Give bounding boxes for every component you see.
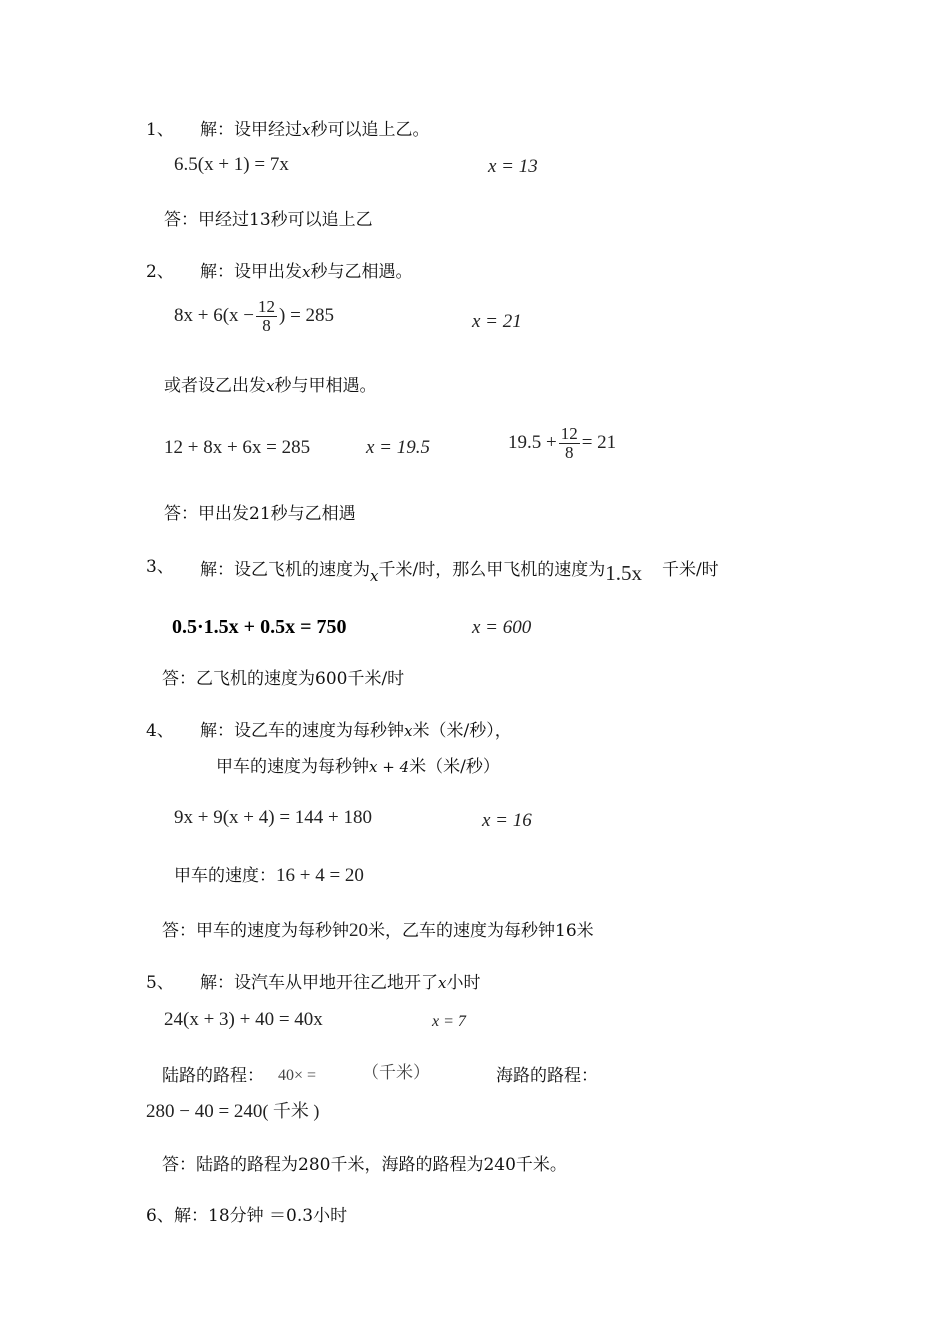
setup-text: 解：设乙飞机的速度为 [200,560,370,580]
setup-text: 解：设甲出发 [200,262,302,282]
problem-2-solution: x = 21 [472,311,522,332]
problem-5-land-expr: 40× = [278,1067,317,1084]
setup-text: 千米/时，那么甲飞机的速度为 [378,560,606,580]
eq-part: 19.5 + [508,431,557,453]
variable-x: x [438,974,447,992]
problem-4-setup-line2 [216,757,500,777]
setup-text: 或者设乙出发 [164,376,266,396]
setup-text: 米（米/秒）， [412,721,512,741]
problem-1-number: 1、 [146,120,174,140]
problem-4-equation: 9x + 9(x + 4) = 144 + 180 [174,807,373,828]
eq-part: = 21 [581,431,617,453]
problem-3-solution: x = 600 [472,617,532,638]
problem-2-equation [174,298,334,335]
variable-x: x [370,567,379,585]
setup-text: 小时 [446,973,481,993]
problem-5-sea-label: 海路的路程： [496,1066,598,1086]
fraction-numerator: 12 [258,297,276,316]
sea-unit: ( 千米 ) [262,1101,320,1121]
setup-text: 秒可以追上乙。 [310,120,430,140]
problem-4-solution: x = 16 [482,810,532,831]
eq-part: ) = 285 [279,304,335,326]
setup-text: 解：设乙车的速度为每秒钟 [200,721,404,741]
problem-6-number: 6、 [146,1206,174,1226]
problem-5-equation: 24(x + 3) + 40 = 40x [164,1009,323,1030]
eq-part: 8x + 6(x − [174,304,255,326]
variable-x: x [404,722,413,740]
problem-3-answer: 答：乙飞机的速度为600千米/时 [162,669,405,689]
problem-3-equation: 0.5·1.5x + 0.5x = 750 [172,616,347,638]
problem-2-alt-setup [164,376,376,396]
problem-5-sea-equation [146,1100,319,1123]
problem-6-text: 解：18分钟 ＝0.3小时 [174,1206,348,1226]
variable-x: x [266,377,275,395]
setup-text: 秒与乙相遇。 [310,262,413,282]
problem-4-answer [162,920,594,942]
fraction-denominator: 8 [564,443,574,462]
problem-2-alt-equation: 12 + 8x + 6x = 285 [164,437,311,458]
problem-2-answer: 答：甲出发21秒与乙相遇 [164,504,356,524]
fraction-12-8 [559,425,580,462]
problem-3-number: 3、 [146,557,174,577]
setup-text: 秒与甲相遇。 [274,376,377,396]
setup-text: 甲车的速度为每秒钟 [216,757,369,777]
problem-4-setup [200,721,512,741]
expr-x-plus-4: x + 4 [369,758,410,776]
setup-text: 解：设甲经过 [200,120,302,140]
problem-5-land-label: 陆路的路程： [162,1066,264,1086]
variable-x: x [302,121,311,139]
problem-1-solution: x = 13 [488,156,538,177]
fraction-denominator: 8 [262,316,271,335]
speed-label: 甲车的速度： [174,866,276,886]
problem-2-alt-check [508,425,616,462]
problem-2-number: 2、 [146,262,174,282]
problem-3-setup [200,557,719,585]
setup-text: 米（米/秒） [409,757,500,777]
problem-4-speed [174,865,364,887]
problem-5-setup [200,973,480,993]
setup-text: 解：设汽车从甲地开往乙地开了 [200,973,438,993]
sea-equation: 280 − 40 = 240 [146,1101,263,1122]
problem-2-alt-solution: x = 19.5 [366,437,431,458]
answer-text: 米，乙车的速度为每秒钟16米 [368,921,594,941]
speed-equation: 16 + 4 = 20 [276,865,364,886]
problem-4-number: 4、 [146,721,174,741]
problem-1-answer: 答：甲经过13秒可以追上乙 [164,210,373,230]
problem-5-land-unit: （千米） [362,1063,430,1082]
variable-x: x [302,263,311,281]
answer-value: 20 [349,920,368,941]
problem-2-setup [200,262,412,282]
fraction-numerator: 12 [560,424,578,443]
problem-5-answer: 答：陆路的路程为280千米，海路的路程为240千米。 [162,1155,567,1175]
setup-text: 千米/时 [661,560,719,580]
problem-5-solution: x = 7 [432,1013,466,1030]
problem-1-equation: 6.5(x + 1) = 7x [174,154,289,175]
fraction-12-8 [256,298,277,335]
problem-1-setup [200,120,429,140]
answer-text: 答：甲车的速度为每秒钟 [162,921,349,941]
problem-5-number: 5、 [146,973,174,993]
expr-1.5x: 1.5x [605,561,642,585]
